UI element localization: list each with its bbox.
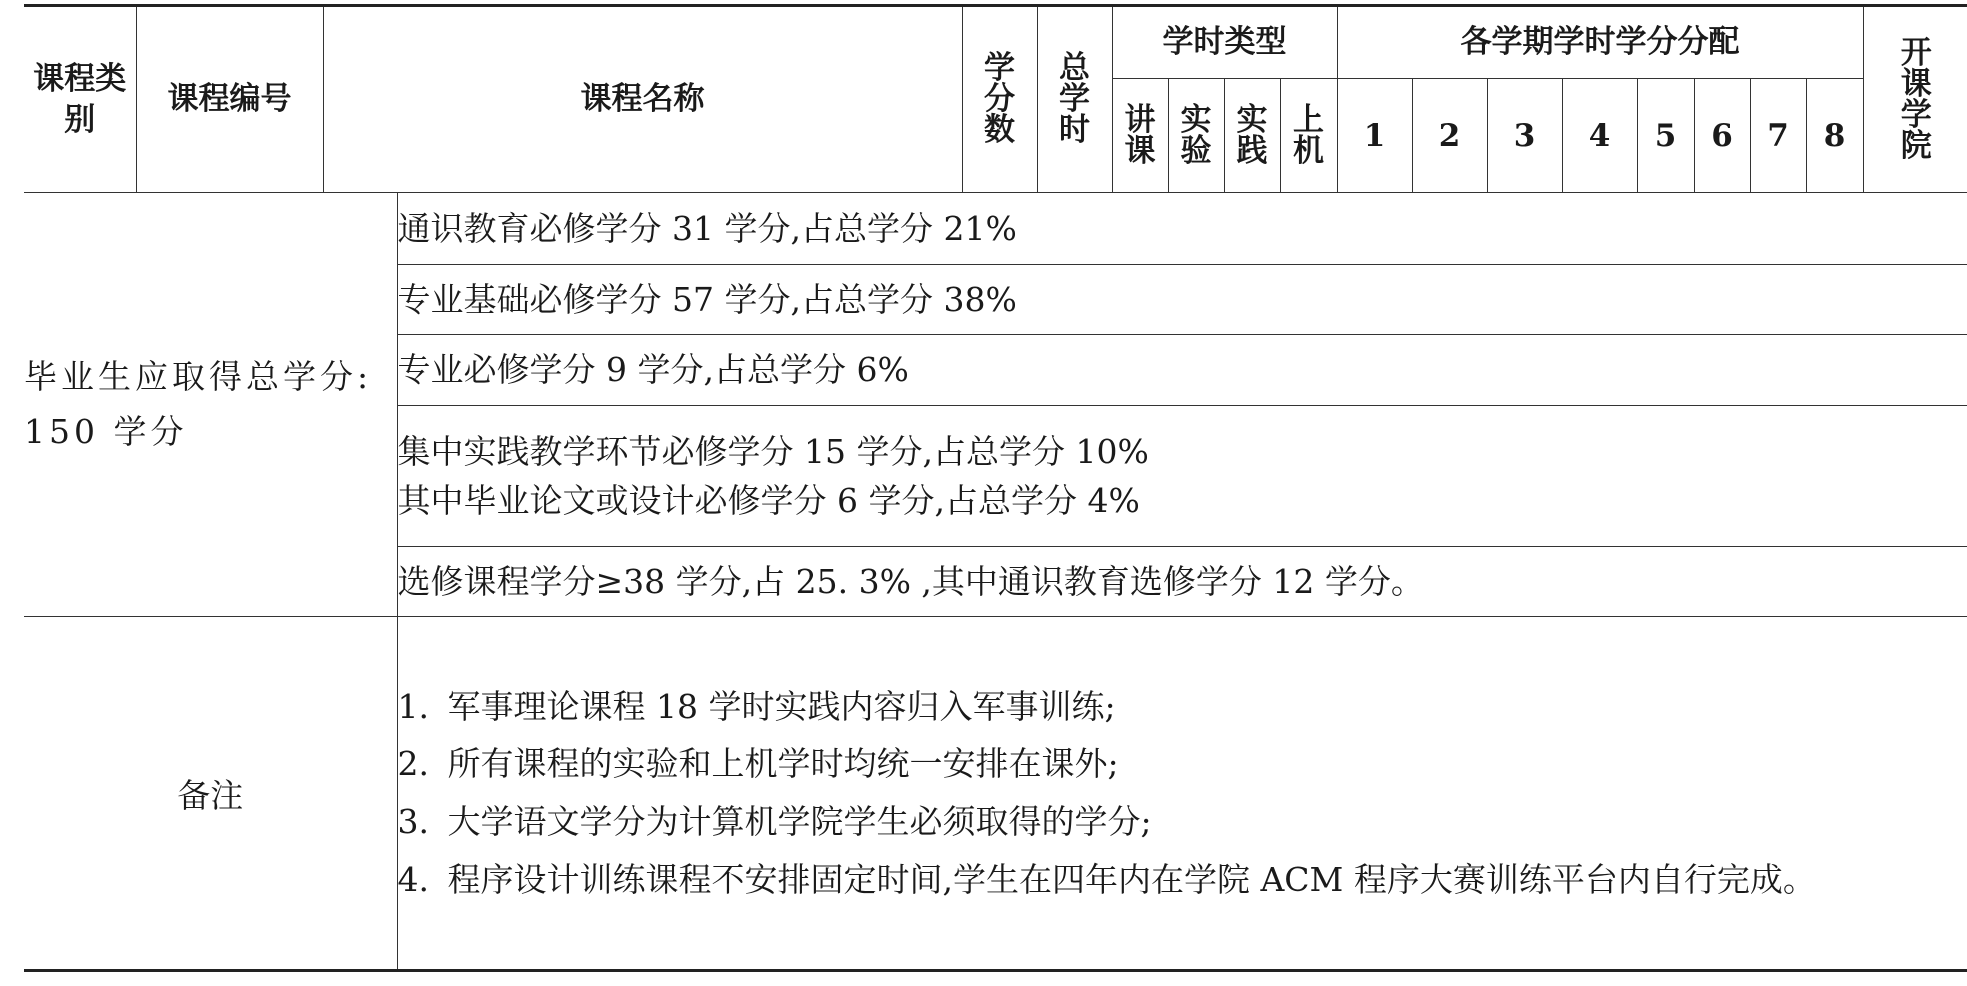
header-hour-types: 学时类型 [1112,6,1337,79]
header-semester-5: 5 [1637,79,1694,193]
notes-label: 备注 [24,617,397,971]
credit-summary-line: 专业基础必修学分 57 学分,占总学分 38% [397,279,1017,319]
header-semester-2: 2 [1412,79,1487,193]
credit-summary-row [397,265,1967,335]
credit-summary-line: 其中毕业论文或设计必修学分 6 学分,占总学分 4% [397,481,1140,520]
note-item [398,735,1967,793]
note-text: 程序设计训练课程不安排固定时间,学生在四年内在学院 ACM 程序大赛训练平台内自行完成。 [447,859,1816,899]
header-hour-type-practice: 实践 [1224,79,1280,193]
note-item [398,851,1967,909]
header-course-name: 课程名称 [323,6,962,193]
header-credits: 学分数 [962,6,1037,193]
notes-list [398,678,1967,909]
note-text: 大学语文学分为计算机学院学生必须取得的学分; [447,802,1152,841]
notes-cell [397,617,1967,971]
header-semester-allocation: 各学期学时学分分配 [1337,6,1863,79]
header-college: 开课学院 [1863,6,1967,193]
credit-summary-line: 集中实践教学环节必修学分 15 学分,占总学分 10% [397,431,1149,471]
header-hour-type-experiment: 实验 [1168,79,1224,193]
credit-summary-line: 选修课程学分≥38 学分,占 25. 3% ,其中通识教育选修学分 12 学分。 [397,561,1424,601]
credit-summary-line: 专业必修学分 9 学分,占总学分 6% [397,350,909,390]
graduation-total-credits-label: 毕业生应取得总学分: 150 学分 [24,193,397,617]
note-number: 2. [397,744,429,784]
note-text: 军事理论课程 18 学时实践内容归入军事训练; [447,686,1116,726]
header-hour-type-lecture: 讲课 [1112,79,1168,193]
header-semester-8: 8 [1806,79,1863,193]
note-item [398,678,1967,736]
header-semester-1: 1 [1337,79,1412,193]
header-course-category: 课程类别 [24,6,136,193]
header-course-code: 课程编号 [136,6,323,193]
credit-summary-row [397,547,1967,617]
header-total-hours: 总学时 [1037,6,1112,193]
credit-summary-row [397,193,1967,265]
note-number: 1. [397,686,429,726]
note-item [398,793,1967,851]
note-text: 所有课程的实验和上机学时均统一安排在课外; [447,744,1119,784]
header-semester-4: 4 [1562,79,1637,193]
header-semester-6: 6 [1694,79,1750,193]
credit-summary-row [397,406,1967,547]
credit-summary-line: 通识教育必修学分 31 学分,占总学分 21% [397,208,1017,248]
note-number: 4. [397,859,429,899]
header-semester-3: 3 [1487,79,1562,193]
note-number: 3. [397,802,429,841]
header-semester-7: 7 [1750,79,1806,193]
credit-summary-row [397,335,1967,406]
curriculum-table [24,4,1967,972]
header-hour-type-computer: 上机 [1280,79,1337,193]
